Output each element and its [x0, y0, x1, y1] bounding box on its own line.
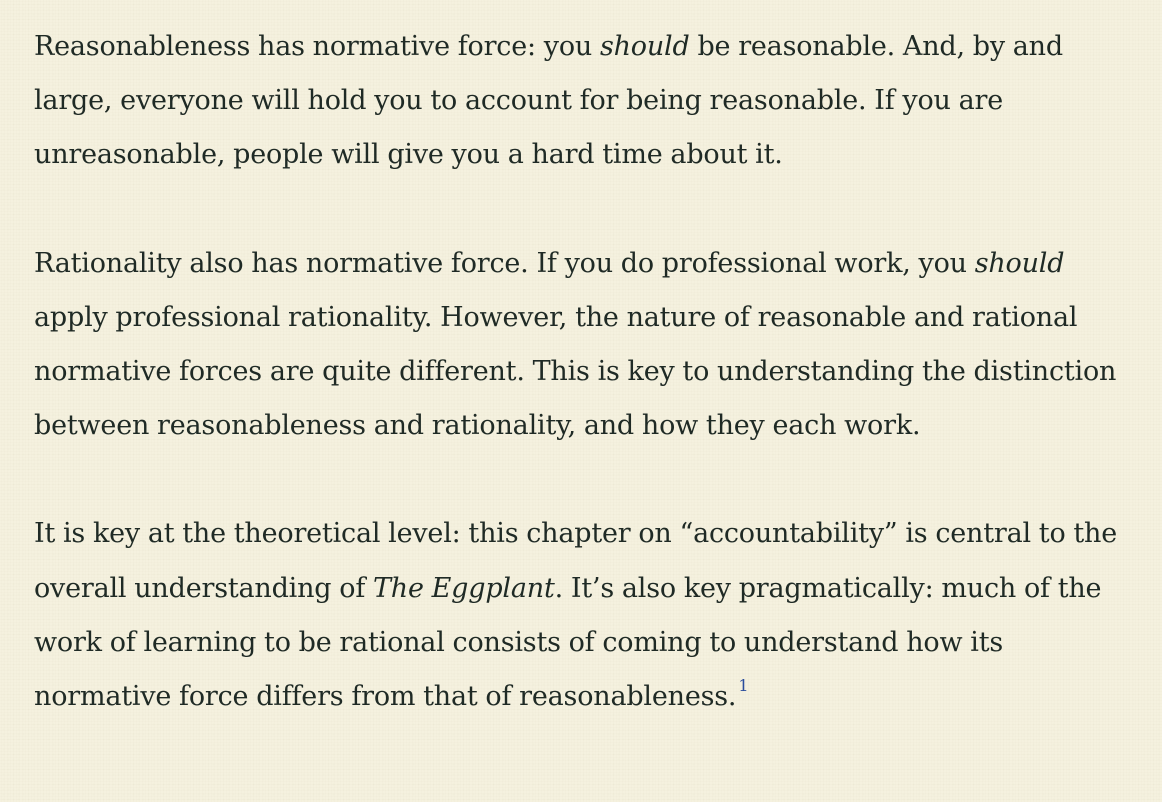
paragraph-text: It is key at the theoretical level: this chapter on “accountability” is central to the overall understanding of	[34, 518, 1118, 604]
paragraph-rationality	[34, 237, 1144, 454]
footnote-link[interactable]: 1	[738, 676, 749, 696]
paragraph-text: . It’s also key pragmatically: much of the work of learning to be rational consists of coming to understand how its normative force differs from that of reasonableness.	[34, 572, 1102, 713]
paragraph-text: Rationality also has normative force. If you do professional work, you	[34, 247, 975, 279]
paragraph-text: Reasonableness has normative force: you	[34, 31, 600, 62]
footnote-marker	[738, 676, 748, 695]
paragraph-text: be reasonable. And, by and large, everyone will hold you to account for being reasonable. If you are unreasonable, people will give you a hard time about it.	[34, 31, 1063, 171]
emphasis-text: should	[974, 247, 1065, 279]
paragraph-reasonableness	[34, 20, 1144, 183]
book-title: The Eggplant	[373, 572, 555, 604]
paragraph-key-level	[34, 507, 1144, 724]
article-body	[34, 20, 1144, 724]
paragraph-text: apply professional rationality. However, the nature of reasonable and rational normative forces are quite different. This is key to understanding the distinction between reasonableness and rationality, and how they each work.	[34, 301, 1117, 442]
emphasis-text: should	[599, 31, 690, 62]
